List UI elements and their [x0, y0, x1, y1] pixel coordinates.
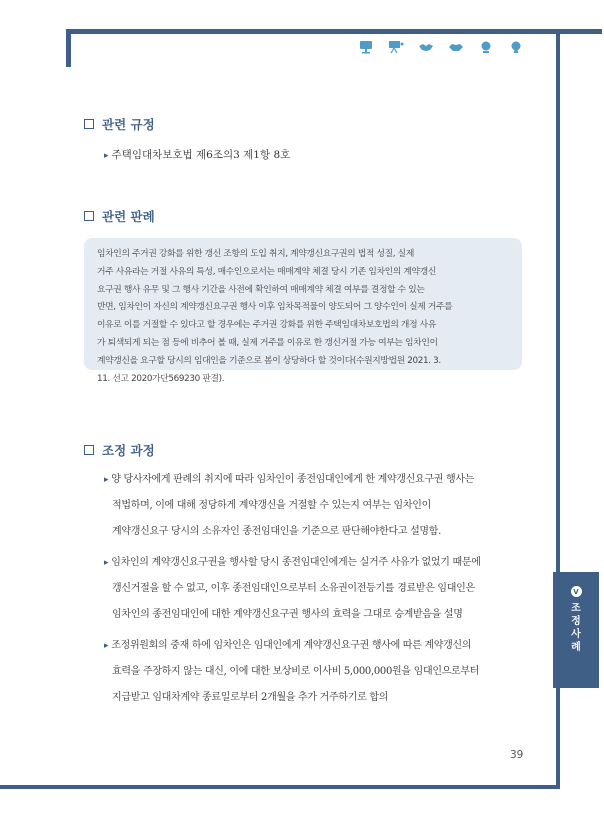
- bullet-icon: ▸: [104, 558, 109, 568]
- square-bullet-icon: [84, 119, 94, 129]
- regulation-item: ▸ 주택임대차보호법 제6조의3 제1항 8호: [104, 149, 291, 161]
- square-bullet-icon: [84, 445, 94, 455]
- regulation-heading: [84, 115, 155, 133]
- monitor-icon: [358, 40, 374, 54]
- process-item-1: ▸ 양 당사자에게 판례의 취지에 따라 임차인이 종전임대인에게 한 계약갱신요구권 행사는 적법하며, 이에 대해 정당하게 계약갱신을 거절할 수 있는지 여부는 임차인이 계약갱신요구 당시의 소유자인 종전임대인을 기준으로 판단해야한다고 설명함.: [104, 474, 475, 537]
- process-item-2: ▸ 임차인의 계약갱신요구권을 행사할 당시 종전임대인에게는 실거주 사유가 없었기 때문에 갱신거절을 할 수 없고, 이후 종전임대인으로부터 소유권이전등기를 경료받은 임대인은 임차인의 종전임대인에 대한 계약갱신요구권 행사의 효력을 그대로 승계받음을 설명: [104, 557, 481, 620]
- globe-icon: [478, 40, 494, 54]
- bullet-icon: ▸: [104, 151, 109, 161]
- frame-top-border: [66, 29, 602, 34]
- regulation-title: 관련 규정: [102, 117, 155, 132]
- process-item-3: ▸ 조정위원회의 중재 하에 임차인은 임대인에게 계약갱신요구권 행사에 따른 계약갱신의 효력을 주장하지 않는 대신, 이에 대한 보상비로 이사비 5,000,000원을 임대인으로부터 지급받고 임대차계약 종료일로부터 2개월을 추가 거주하기로 합의: [104, 640, 480, 703]
- process-heading: [84, 441, 155, 459]
- precedent-heading: [84, 207, 155, 225]
- bullet-icon: ▸: [104, 641, 109, 651]
- precedent-box: [84, 238, 522, 384]
- process-title: 조정 과정: [102, 443, 155, 458]
- header-icon-row: [358, 40, 524, 54]
- precedent-title: 관련 판례: [102, 209, 155, 224]
- frame-bottom-border: [0, 785, 560, 789]
- lightbulb-icon: [508, 40, 524, 54]
- precedent-text: 임차인의 주거권 강화를 위한 갱신 조항의 도입 취지, 계약갱신요구권의 법적 성질, 실제 거주 사유라는 거절 사유의 특성, 매수인으로서는 매매계약 체결 당시 기존 임차인의 계약갱신 요구권 행사 유무 및 그 행사 기간을 사전에 확인하여 매매계약 체결 여부를 결정할 수 있는 반면, 임차인이 자신의 계약갱신요구권 행사 이후 임차목적물이 양도되어 그 양수인이 실제 거주를 이유로 이를 거절할 수 있다고 할 경우에는 주거권 강화를 위한 주택임대차보호법의 개정 사유 가 퇴색되게 되는 점 등에 비추어 볼 때, 실제 거주를 이유로 한 갱신거절 가능 여부는 임차인이 계약갱신을 요구할 당시의 임대인을 기준으로 봄이 상당하다 할 것이다(수원지방법원 2021. 3. 11. 선고 2020가단569230 판결).: [97, 249, 453, 384]
- handshake-alt-icon: [448, 40, 464, 54]
- bullet-icon: ▸: [104, 475, 109, 485]
- chapter-side-tab[interactable]: V 조 정 사 례: [553, 572, 599, 688]
- page-number: 39: [510, 749, 524, 761]
- frame-left-border: [66, 29, 71, 67]
- square-bullet-icon: [84, 211, 94, 221]
- presentation-icon: [388, 40, 404, 54]
- handshake-icon: [418, 40, 434, 54]
- chapter-number-badge: V: [571, 586, 582, 597]
